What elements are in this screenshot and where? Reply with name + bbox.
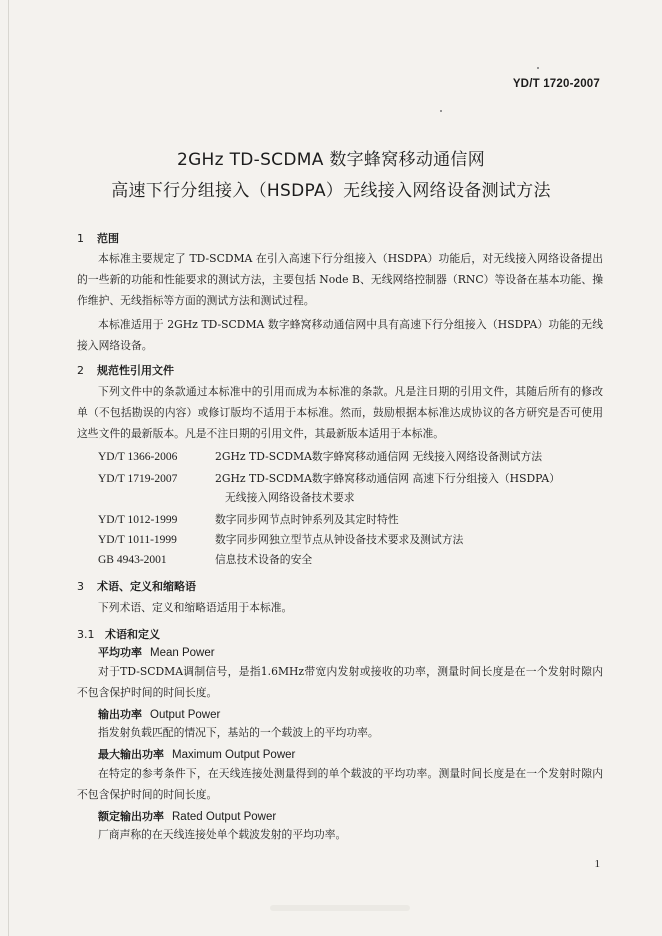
reference-code: YD/T 1366-2006	[98, 451, 178, 463]
reference-title: 信息技术设备的安全	[215, 553, 313, 566]
scan-speck	[537, 67, 539, 69]
section-title: 术语、定义和缩略语	[97, 580, 196, 593]
section-heading-terms	[77, 578, 196, 594]
document-title-line-2: 高速下行分组接入（HSDPA）无线接入网络设备测试方法	[111, 181, 551, 201]
section-heading-scope	[77, 230, 119, 246]
scan-edge-line	[8, 0, 9, 936]
reference-title: 2GHz TD-SCDMA数字蜂窝移动通信网 高速下行分组接入（HSDPA）	[215, 472, 561, 485]
scan-watermark-smudge	[270, 905, 410, 911]
term-heading	[98, 808, 276, 824]
page-number: 1	[594, 858, 600, 870]
standard-code: YD/T 1720-2007	[512, 78, 600, 90]
term-definition: 对于TD-SCDMA调制信号，是指1.6MHz带宽内发射或接收的功率，测量时间长度是在一个发射时隙内不包含保护时间的时间长度。	[77, 665, 603, 699]
scope-paragraph-2: 本标准适用于 2GHz TD-SCDMA 数字蜂窝移动通信网中具有高速下行分组接入（HSDPA）功能的无线接入网络设备。	[77, 318, 603, 352]
reference-item	[98, 449, 542, 464]
section-title: 规范性引用文件	[97, 364, 174, 377]
section-title: 范围	[97, 232, 119, 245]
term-english: Rated Output Power	[172, 811, 277, 823]
references-intro-paragraph: 下列文件中的条款通过本标准中的引用而成为本标准的条款。凡是注日期的引用文件，其随后所有的修改单（不包括勘误的内容）或修订版均不适用于本标准。然而，鼓励根据本标准达成协议的各方研究是否可使用这些文件的最新版本。凡是不注日期的引用文件，其最新版本适用于本标准。	[77, 385, 603, 440]
reference-title: 数字同步网节点时钟系列及其定时特性	[215, 513, 399, 526]
reference-code: YD/T 1719-2007	[98, 473, 178, 485]
scope-paragraph-1: 本标准主要规定了 TD-SCDMA 在引入高速下行分组接入（HSDPA）功能后，对无线接入网络设备提出的一些新的功能和性能要求的测试方法，主要包括 Node B、无线网络控制器（RNC）等设备在基本功能、操作维护、无线指标等方面的测试方法和测试过程。	[77, 252, 603, 307]
term-chinese: 最大输出功率	[98, 748, 164, 761]
term-heading	[98, 706, 220, 722]
term-chinese: 额定输出功率	[98, 810, 164, 823]
term-english: Mean Power	[150, 647, 215, 659]
term-chinese: 输出功率	[98, 708, 142, 721]
section-heading-normative-references	[77, 362, 174, 378]
term-english: Maximum Output Power	[172, 749, 296, 761]
subsection-number: 3.1	[77, 628, 95, 641]
terms-intro-paragraph: 下列术语、定义和缩略语适用于本标准。	[98, 601, 293, 614]
section-number: 2	[77, 364, 84, 377]
term-chinese: 平均功率	[98, 646, 142, 659]
subsection-title: 术语和定义	[105, 628, 160, 641]
reference-item	[98, 552, 312, 567]
term-definition: 厂商声称的在天线连接处单个载波发射的平均功率。	[98, 828, 347, 841]
term-definition: 指发射负载匹配的情况下，基站的一个载波上的平均功率。	[98, 726, 379, 739]
term-heading	[98, 644, 215, 660]
document-title-line-1: 2GHz TD-SCDMA 数字蜂窝移动通信网	[176, 150, 486, 170]
reference-code: YD/T 1011-1999	[98, 534, 177, 546]
term-heading	[98, 746, 295, 762]
subsection-heading-terms-definitions	[77, 626, 160, 642]
reference-code: YD/T 1012-1999	[98, 514, 178, 526]
term-english: Output Power	[150, 709, 221, 721]
reference-item	[98, 512, 399, 527]
term-definition: 在特定的参考条件下，在天线连接处测量得到的单个载波的平均功率。测量时间长度是在一个发射时隙内不包含保护时间的时间长度。	[77, 767, 603, 801]
section-number: 1	[77, 232, 84, 245]
reference-item	[98, 471, 560, 486]
reference-title-continuation: 无线接入网络设备技术要求	[225, 491, 355, 504]
section-number: 3	[77, 580, 84, 593]
reference-code: GB 4943-2001	[98, 554, 167, 566]
scan-speck	[440, 110, 442, 112]
reference-title: 2GHz TD-SCDMA数字蜂窝移动通信网 无线接入网络设备测试方法	[215, 450, 543, 463]
reference-title: 数字同步网独立型节点从钟设备技术要求及测试方法	[215, 533, 464, 546]
reference-item	[98, 532, 463, 547]
